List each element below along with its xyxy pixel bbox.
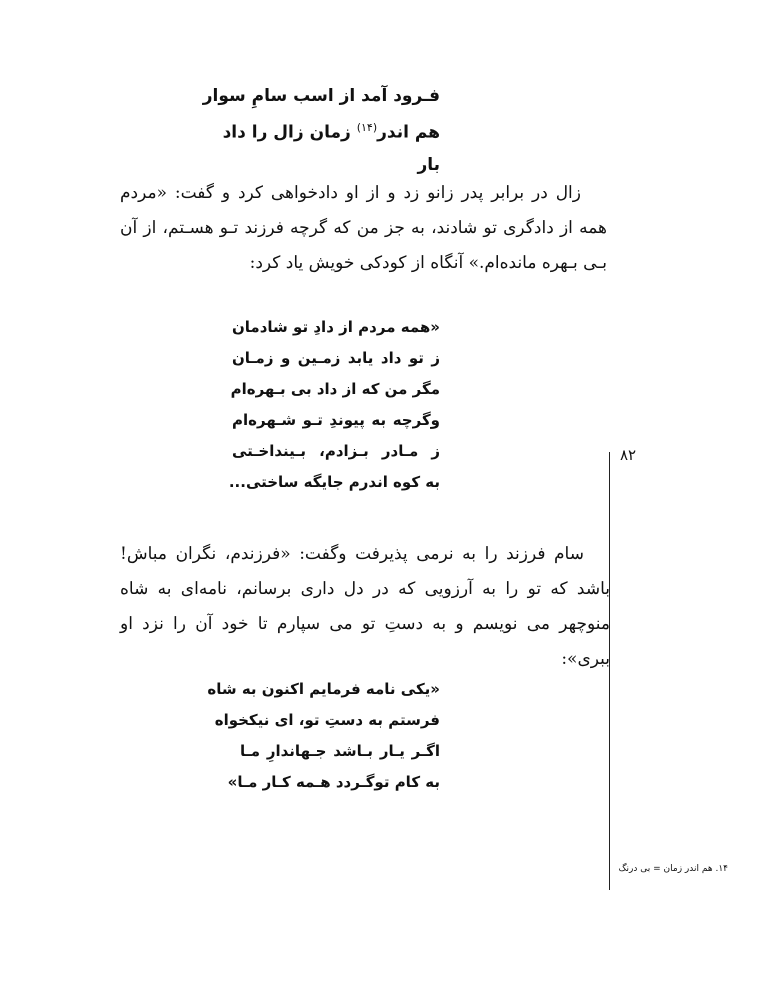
- verse-line: به کوه اندرم جایگه ساختی...: [228, 473, 440, 491]
- verse-line: فرستم به دستِ تو، ای نیکخواه: [214, 711, 440, 729]
- verse-line: «همه مردم از دادِ تو شادمان: [232, 318, 440, 336]
- verse-line: ز مـادر بـزادم، بـینداخـتی: [232, 442, 440, 460]
- prose-paragraph-1: زال در برابر پدر زانو زد و از او دادخواهی کرد و گفت: «مردم همه از دادگری تو شادند، به جز من که گرچه فرزند تـو هسـتم، از آن بـی بـهره مانده‌ام.» آنگاه از کودکی خویش یاد کرد:: [120, 183, 607, 273]
- verse-line: ز تو داد یابد زمـین و زمـان: [232, 349, 440, 367]
- footnote-ref-14: (۱۴): [356, 121, 378, 134]
- couplet-line-2-end: زمان زال را داد بار: [222, 122, 440, 175]
- couplet-line-2-start: هم اندر: [377, 122, 440, 143]
- verse-line: مگر من که از داد بی بـهره‌ام: [230, 380, 440, 398]
- verse-line: «یکی نامه فرمایم اکنون به شاه: [207, 680, 440, 698]
- page-number: ۸۲: [620, 446, 637, 464]
- verse-line: اگـر یـار بـاشد جـهاندارِ مـا: [240, 742, 440, 760]
- verse-block-1: [228, 312, 440, 498]
- verse-line: وگرچه به پیوندِ تـو شـهره‌ام: [232, 411, 440, 429]
- verse-block-2: [207, 674, 440, 798]
- prose-paragraph-2: سام فرزند را به نرمی پذیرفت وگفت: «فرزندم، نگران مباش! باشد که تو را به آرزویی که در دل داری برسانم، نامه‌ای به شاه منوچهر می نویسم و به دستِ تو می سپارم تا خود آن را نزد او ببری»:: [120, 544, 610, 669]
- couplet-line-2: [200, 112, 440, 181]
- margin-rule: [609, 452, 610, 890]
- opening-couplet: [200, 80, 440, 181]
- verse-line: به کام توگـردد هـمه کـار مـا»: [227, 773, 440, 791]
- couplet-line-1: فـرود آمد از اسب سامِ سوار: [202, 86, 440, 106]
- footnote: ۱۴. هم اندر زمان = بی درنگ: [618, 864, 728, 874]
